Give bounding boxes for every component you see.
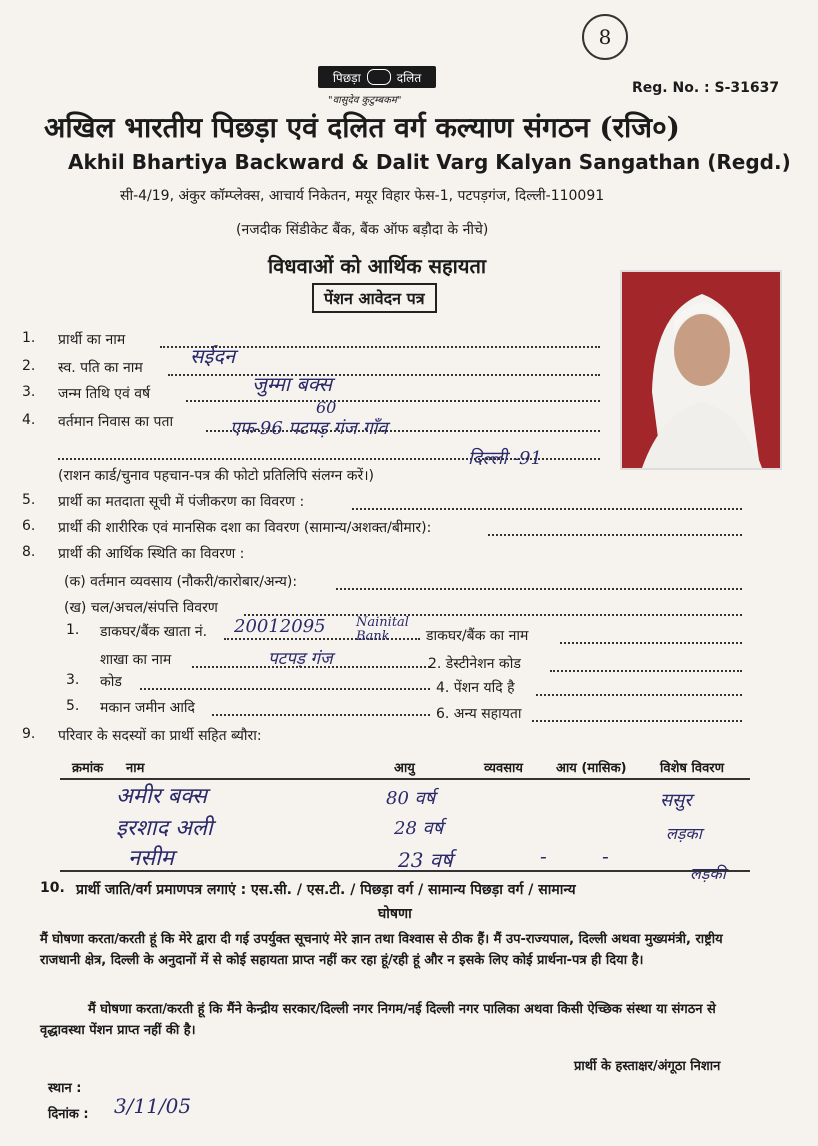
declaration-para-1: मैं घोषणा करता/करती हूं कि मेरे द्वारा दी गई उपर्युक्त सूचनाएं मेरे ज्ञान तथा विश्वास से ठीक हैं। मैं उप-राज्यपाल, दिल्ली अथवा मुख्यमंत्री, राष्ट्रीय राजधानी क्षेत्र, दिल्ली के अनुदानों में से कोई सहायता प्राप्त नहीं कर रहा हूं/रही हूं और न इसके लिए कोई प्रार्थना-पत्र ही दिया है। (40, 932, 723, 968)
destination-code-label: 2. डेस्टीनेशन कोड (428, 656, 521, 672)
husband-name-line (168, 374, 600, 376)
sub-3-number: 3. (66, 672, 80, 688)
form-subtitle: विधवाओं को आर्थिक सहायता (268, 254, 487, 278)
field-10-number: 10. (40, 880, 65, 896)
table-row-3-age: 23 वर्ष (398, 848, 453, 872)
other-help-line (532, 720, 742, 722)
table-row-3-income: - (602, 844, 609, 868)
col-name: नाम (126, 761, 145, 776)
col-note: विशेष विवरण (660, 761, 725, 776)
place-label: स्थान : (48, 1081, 82, 1096)
logo-right-text: दलित (396, 70, 422, 85)
field-5-number: 5. (22, 492, 36, 508)
org-logo (318, 66, 436, 88)
table-row-3-note: लड़की (690, 864, 726, 883)
col-serial: क्रमांक (72, 761, 104, 776)
table-row-3-name: नसीम (128, 846, 174, 871)
code-line (140, 688, 430, 690)
bank-name-label: डाकघर/बैंक का नाम (426, 628, 529, 644)
code-label: कोड (100, 674, 122, 690)
table-row-1-age: 80 वर्ष (386, 788, 436, 809)
other-help-label: 6. अन्य सहायता (436, 706, 522, 722)
table-row-1-note: ससुर (660, 790, 692, 811)
health-label: प्रार्थी की शारीरिक एवं मानसिक दशा का विवरण (सामान्य/अशक्त/बीमार): (58, 520, 432, 536)
handwritten-bank: Nainital Bank (356, 615, 409, 645)
declaration-heading: घोषणा (378, 906, 412, 922)
applicant-photo (620, 270, 782, 470)
table-row-2-name: इरशाद अली (116, 816, 213, 841)
dob-label: जन्म तिथि एवं वर्ष (58, 386, 151, 402)
handwritten-age: 60 (316, 398, 337, 417)
pension-label: 4. पेंशन यदि है (436, 680, 515, 696)
health-line (488, 534, 742, 536)
applicant-name-label: प्रार्थी का नाम (58, 332, 126, 348)
col-income: आय (मासिक) (556, 761, 627, 776)
dob-line (186, 400, 600, 402)
land-line (212, 714, 430, 716)
family-label: परिवार के सदस्यों का प्रार्थी सहित ब्यौरा: (58, 728, 262, 744)
declaration-para-2: मैं घोषणा करता/करती हूं कि मैंने केन्द्रीय सरकार/दिल्ली नगर निगम/नई दिल्ली नगर पालिका अथवा किसी ऐच्छिक संस्था या संगठन से वृद्धावस्था पेंशन प्राप्त नहीं की है। (40, 1002, 716, 1038)
signature-label: प्रार्थी के हस्ताक्षर/अंगूठा निशान (574, 1059, 721, 1074)
sub-1-number: 1. (66, 622, 80, 638)
reg-number: Reg. No. : S-31637 (632, 80, 780, 96)
destination-line (550, 670, 742, 672)
occupation-label: (क) वर्तमान व्यवसाय (नौकरी/कारोबार/अन्य): (64, 574, 298, 590)
org-title-hindi: अखिल भारतीय पिछड़ा एवं दलित वर्ग कल्याण संगठन (रजि०) (44, 111, 680, 144)
address-label: वर्तमान निवास का पता (58, 414, 174, 430)
date-label: दिनांक : (48, 1107, 89, 1122)
finance-label: प्रार्थी की आर्थिक स्थिति का विवरण : (58, 546, 245, 562)
handshake-icon (367, 69, 391, 85)
land-label: मकान जमीन आदि (100, 700, 195, 716)
form-title: पेंशन आवेदन पत्र (312, 283, 437, 313)
table-row-2-note: लड़का (666, 824, 702, 843)
org-title-english: Akhil Bhartiya Backward & Dalit Varg Kalyan Sangathan (Regd.) (68, 150, 791, 174)
field-4-number: 4. (22, 412, 36, 428)
field-6-number: 6. (22, 518, 36, 534)
handwritten-husband: जुम्मा बक्स (252, 372, 333, 396)
handwritten-name: सईदन (190, 344, 236, 368)
property-label: (ख) चल/अचल/संपत्ति विवरण (64, 600, 218, 616)
occupation-line (336, 588, 742, 590)
handwritten-branch: पटपड़ गंज (268, 649, 333, 669)
handwritten-account: 20012095 (234, 616, 326, 637)
bank-name-line (560, 642, 742, 644)
page-number: 8 (582, 14, 628, 60)
motto: "वासुदेव कुटुम्बकम" (328, 95, 402, 106)
pension-line (536, 694, 742, 696)
account-label: डाकघर/बैंक खाता नं. (100, 624, 208, 640)
handwritten-address-2: दिल्ली -91 (468, 448, 542, 469)
col-occupation: व्यवसाय (484, 761, 523, 776)
field-1-number: 1. (22, 330, 36, 346)
table-row-3-occupation: - (540, 844, 547, 868)
field-2-number: 2. (22, 358, 36, 374)
husband-name-label: स्व. पति का नाम (58, 360, 143, 376)
field-9-number: 9. (22, 726, 36, 742)
branch-label: शाखा का नाम (100, 652, 172, 668)
voter-line (352, 508, 742, 510)
field-8-number: 8. (22, 544, 36, 560)
table-row-2-age: 28 वर्ष (394, 818, 444, 839)
handwritten-date: 3/11/05 (114, 1094, 192, 1118)
field-3-number: 3. (22, 384, 36, 400)
address-line-2: (नजदीक सिंडीकेट बैंक, बैंक ऑफ बड़ौदा के नीचे) (236, 222, 489, 238)
table-row-1-name: अमीर बक्स (116, 784, 207, 809)
caste-label: प्रार्थी जाति/वर्ग प्रमाणपत्र लगाएं : एस.सी. / एस.टी. / पिछड़ा वर्ग / सामान्य पिछड़ा वर्ग / सामान्य (76, 882, 576, 898)
sub-5-number: 5. (66, 698, 80, 714)
address-line-1: सी-4/19, अंकुर कॉम्प्लेक्स, आचार्य निकेतन, मयूर विहार फेस-1, पटपड़गंज, दिल्ली-110091 (120, 188, 605, 204)
voter-label: प्रार्थी का मतदाता सूची में पंजीकरण का विवरण : (58, 494, 305, 510)
ration-note: (राशन कार्ड/चुनाव पहचान-पत्र की फोटो प्रतिलिपि संलग्न करें।) (58, 468, 374, 484)
table-rule-bottom (60, 870, 750, 872)
logo-left-text: पिछड़ा (332, 70, 361, 85)
col-age: आयु (394, 761, 415, 776)
handwritten-address-1: एफ-96 पटपड़ गंज गाँव (230, 418, 388, 439)
